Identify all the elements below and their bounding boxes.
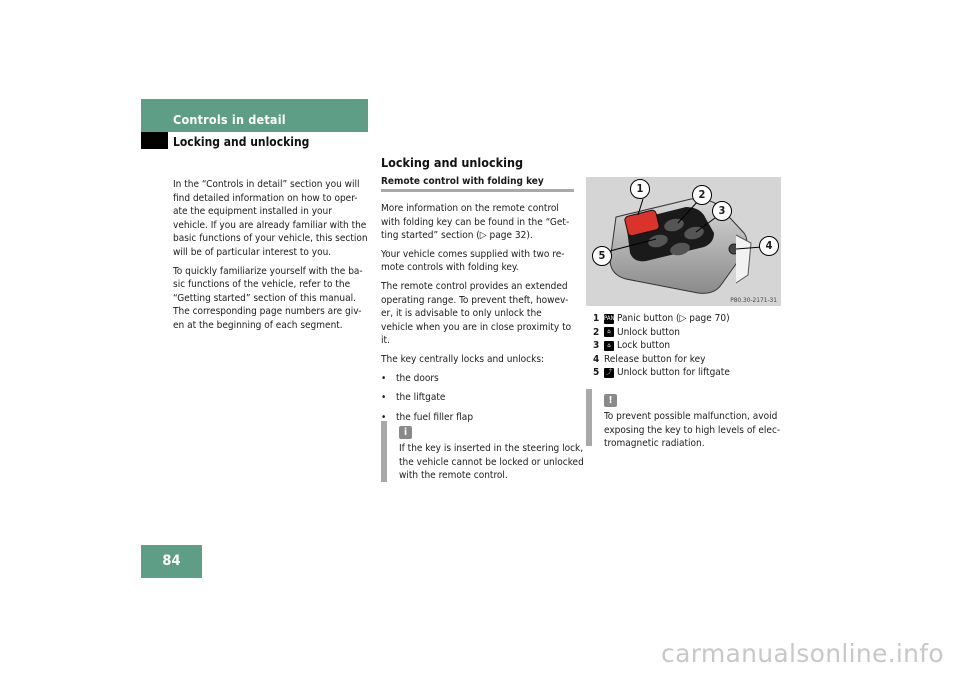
bullet-icon: • [381,411,387,423]
intro-text [173,178,368,338]
warning-note [586,389,799,450]
bullet-item: • the fuel filler flap [381,411,474,423]
body-paragraph: The key centrally locks and unlocks: [381,353,545,365]
panic-icon: PANIC [604,314,620,322]
info-note-text: If the key is inserted in the steering lock, the vehicle cannot be locked or unlocked with the remote control. [399,443,584,482]
callout-1: 1 [630,179,650,199]
chapter-title: Controls in detail [173,112,286,127]
body-paragraph: Your vehicle comes supplied with two re-mote controls with folding key. [381,248,565,274]
legend-item: 4 Release button for key [593,353,706,365]
figure-legend [593,312,783,380]
section-body [381,202,576,430]
legend-item: 5 ⤴ Unlock button for liftgate [593,367,730,379]
body-paragraph: The remote control provides an extended operating range. To prevent theft, howev-er, it is advisable to only unlock the vehicle when you are in close proximity to it. [381,280,572,347]
chapter-subtitle: Locking and unlocking [173,135,310,149]
info-note [381,421,589,482]
liftgate-icon: ⤴ [605,369,612,377]
lock-icon: ⌂ [604,341,614,351]
intro-paragraph: In the “Controls in detail” section you will find detailed information on how to oper-ate the equipment installed in your vehicle. If you are already familiar with the basic functions of your vehicle, this section will be of particular interest to you. [173,179,368,258]
info-icon: i [399,426,412,439]
warning-note-text: To prevent possible malfunction, avoid exposing the key to high levels of elec-tromagnetic radiation. [604,411,781,450]
figure-code: P80.30-2171-31 [730,296,777,304]
bullet-icon: • [381,372,387,384]
legend-item: 2 ⌂ Unlock button [593,326,680,338]
legend-item: 3 ⌂ Lock button [593,340,671,352]
callout-3: 3 [712,201,732,221]
remote-key-illustration [586,177,781,306]
callout-5: 5 [592,246,612,266]
unlock-icon: ⌂ [604,327,614,337]
warning-icon: ! [604,394,617,407]
page-number: 84 [162,553,181,569]
remote-key-figure [586,177,781,306]
bullet-item: • the doors [381,372,439,384]
header-marker [141,132,168,149]
legend-item: 1 PANIC Panic button (▷ page 70) [593,313,730,324]
watermark: carmanualsonline.info [661,639,944,668]
bullet-item: • the liftgate [381,392,446,404]
body-paragraph: More information on the remote control with folding key can be found in the “Get-ting started” section (▷ page 32). [381,203,570,242]
callout-4: 4 [759,236,779,256]
section-title: Locking and unlocking [381,155,524,170]
subheading: Remote control with folding key [381,176,574,192]
bullet-icon: • [381,392,387,404]
intro-paragraph: To quickly familiarize yourself with the ba-sic functions of the vehicle, refer to the “Getting started” section of this manual. The corresponding page numbers are giv-en at the beginning of each segment. [173,265,363,331]
callout-2: 2 [692,185,712,205]
